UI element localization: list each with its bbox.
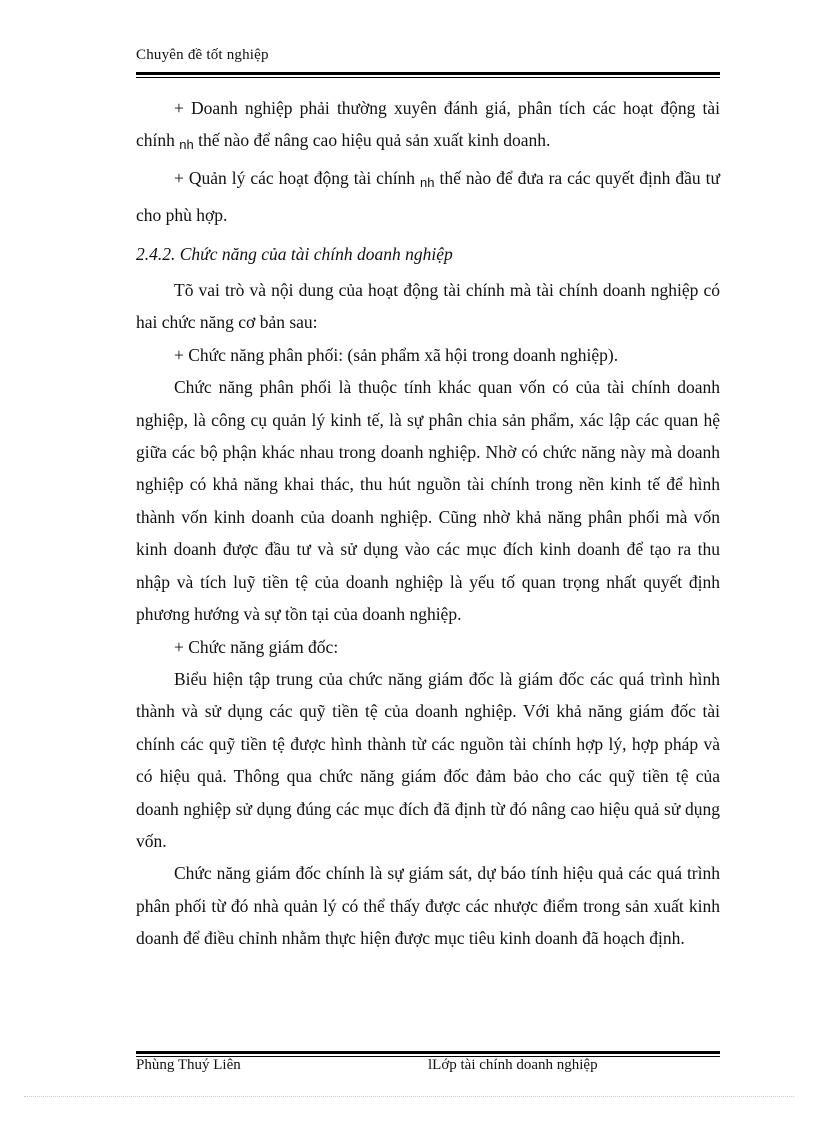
paragraph-7: Biểu hiện tập trung của chức năng giám đốc là giám đốc các quá trình hình thành và sử dụng các quỹ tiền tệ của doanh nghiệp. Với khả năng giám đốc tài chính các quỹ tiền tệ được hình thành từ các nguồn tài chính hợp lý, hợp pháp và có hiệu quả. Thông qua chức năng giám đốc đảm bảo cho các quỹ tiền tệ của doanh nghiệp sử dụng đúng các mục đích đã định từ đó nâng cao hiệu quả sử dụng vốn.: [136, 668, 720, 851]
subscript-fragment: nh: [420, 174, 435, 190]
paragraph-6: + Chức năng giám đốc:: [174, 636, 339, 657]
running-header: Chuyên đề tốt nghiệp: [136, 47, 269, 63]
paragraph-2: + Quản lý các hoạt động tài chính $_{nh}$ thế nào để đưa ra các quyết định đầu tư cho phù hợp.: [136, 167, 720, 226]
paragraph-4: + Chức năng phân phối: (sản phẩm xã hội trong doanh nghiệp).: [174, 344, 619, 365]
paragraph-1: + Doanh nghiệp phải thường xuyên đánh giá, phân tích các hoạt động tài chính $_{nh}$ thế nào để nâng cao hiệu quả sản xuất kinh doanh.: [136, 98, 720, 153]
paragraph-5: Chức năng phân phối là thuộc tính khác quan vốn có của tài chính doanh nghiệp, là công cụ quản lý kinh tế, là sự phân chia sản phẩm, xác lập các quan hệ giữa các bộ phận khác nhau trong doanh nghiệp. Nhờ có chức năng này mà doanh nghiệp có khả năng khai thác, thu hút nguồn tài chính trong nền kinh tế để hình thành vốn kinh doanh của doanh nghiệp. Cũng nhờ khả năng phân phối mà vốn kinh doanh được đầu tư và sử dụng vào các mục đích kinh doanh để tạo ra thu nhập và tích luỹ tiền tệ của doanh nghiệp là yếu tố quan trọng nhất quyết định phương hướng và sự tồn tại của doanh nghiệp.: [136, 377, 720, 625]
paragraph-8: Chức năng giám đốc chính là sự giám sát, dự báo tính hiệu quả các quá trình phân phối từ đó nhà quản lý có thể thấy được các nhược điểm trong sản xuất kinh doanh để điều chỉnh nhằm thực hiện được mục tiêu kinh doanh đã hoạch định.: [136, 863, 720, 949]
page-bottom-dotted-line: [24, 1096, 794, 1097]
footer-class: lLớp tài chính doanh nghiệp: [428, 1057, 598, 1073]
paragraph-3: Tõ vai trò và nội dung của hoạt động tài chính mà tài chính doanh nghiệp có hai chức năng cơ bản sau:: [136, 280, 720, 333]
page-body: [136, 92, 720, 955]
footer-author: Phùng Thuý Liên: [136, 1057, 241, 1073]
section-heading: 2.4.2. Chức năng của tài chính doanh nghiệp: [136, 243, 453, 264]
header-rule: [136, 72, 720, 78]
subscript-fragment: nh: [179, 137, 194, 153]
